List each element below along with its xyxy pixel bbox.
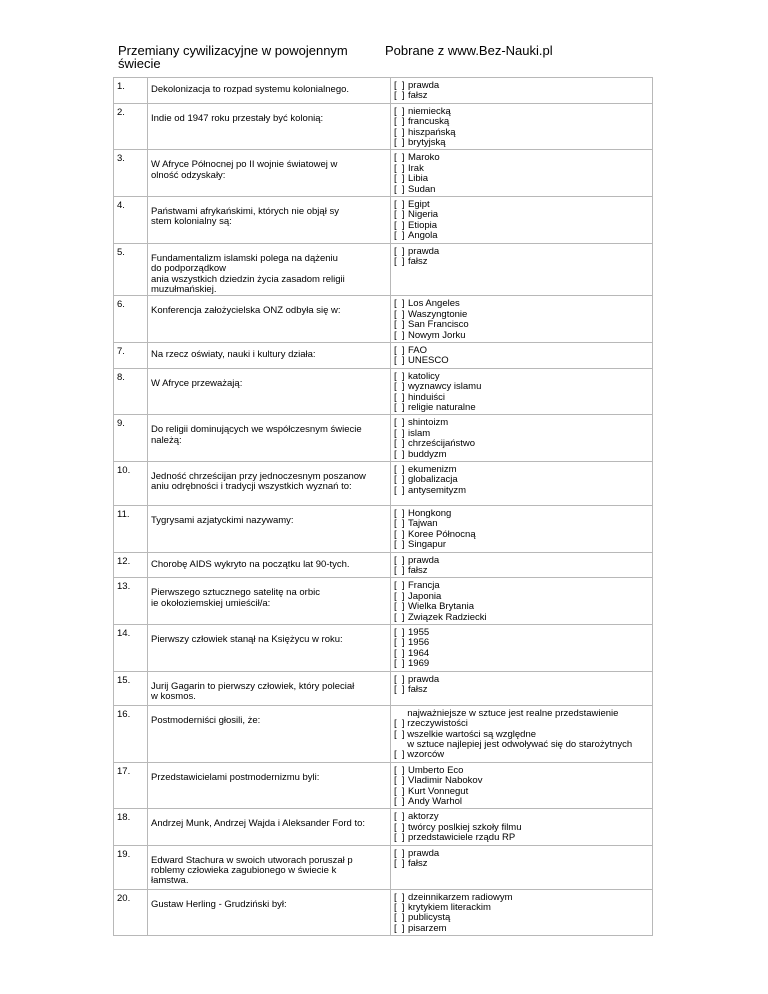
answer-label: islam	[408, 427, 431, 439]
document-source: Pobrane z www.Bez-Nauki.pl	[385, 43, 553, 58]
answer-options	[391, 462, 653, 506]
question-text: W Afryce przeważają:	[148, 368, 391, 415]
answer-checkbox[interactable]	[394, 859, 408, 869]
question-number: 18.	[114, 809, 148, 845]
answer-checkbox[interactable]	[394, 486, 408, 496]
answer-label: Etiopia	[408, 219, 438, 231]
question-row	[114, 578, 653, 625]
answer-checkbox[interactable]	[394, 185, 408, 195]
answer-label: ekumenizm	[408, 464, 457, 475]
answer-option[interactable]	[394, 797, 649, 807]
answer-label: religie naturalne	[408, 401, 476, 413]
answer-checkbox[interactable]	[394, 257, 408, 267]
answer-label: katolicy	[408, 370, 440, 382]
answer-option[interactable]	[394, 924, 649, 934]
answer-checkbox[interactable]	[394, 356, 408, 366]
answer-option[interactable]	[394, 649, 649, 659]
answer-checkbox[interactable]	[394, 138, 408, 148]
answer-label: aktorzy	[408, 811, 439, 823]
answer-option[interactable]	[394, 356, 649, 366]
question-row	[114, 243, 653, 296]
question-number: 17.	[114, 762, 148, 809]
answer-label: Nigeria	[408, 209, 439, 221]
question-text: Fundamentalizm islamski polega na dążeniu do podporządkow ania wszystkich dziedzin życia zasadom religii muzułmańskiej.	[148, 243, 391, 296]
answer-option[interactable]	[394, 659, 649, 669]
question-number: 4.	[114, 197, 148, 244]
answer-label: Związek Radziecki	[408, 611, 487, 623]
answer-option[interactable]	[394, 403, 649, 413]
answer-label: Umberto Eco	[408, 764, 464, 776]
question-row	[114, 809, 653, 845]
answer-label: FAO	[408, 344, 428, 356]
answer-checkbox[interactable]	[394, 718, 407, 729]
answer-option[interactable]	[394, 91, 649, 101]
answer-label: dzeinnikarzem radiowym	[408, 891, 513, 903]
answer-label: niemiecką	[408, 105, 451, 117]
question-text: Postmoderniści głosili, że:	[148, 705, 391, 762]
document-title: Przemiany cywilizacyjne w powojennym świecie	[118, 43, 348, 71]
answer-label: Hongkong	[408, 508, 452, 519]
answer-option[interactable]	[394, 675, 649, 685]
answer-label: przedstawiciele rządu RP	[408, 832, 516, 844]
question-row	[114, 845, 653, 889]
answer-checkbox[interactable]	[394, 382, 408, 392]
answer-label: Maroko	[408, 152, 440, 164]
answer-label: prawda	[408, 847, 440, 859]
answer-options	[391, 197, 653, 244]
answer-options	[391, 889, 653, 936]
question-row	[114, 78, 653, 104]
answer-options	[391, 671, 653, 705]
question-text: Gustaw Herling - Grudziński był:	[148, 889, 391, 936]
answer-option[interactable]	[394, 859, 649, 869]
answer-checkbox[interactable]	[394, 776, 408, 786]
document-header	[113, 44, 653, 72]
answer-label: 1969	[408, 658, 430, 670]
answer-checkbox[interactable]	[394, 685, 408, 695]
answer-option[interactable]	[394, 153, 649, 163]
question-text: W Afryce Północnej po II wojnie światowej w olność odzyskały:	[148, 150, 391, 197]
question-row	[114, 889, 653, 936]
answer-options	[391, 103, 653, 150]
answer-label: fałsz	[408, 565, 428, 577]
answer-label: brytyjską	[408, 137, 446, 149]
question-number: 19.	[114, 845, 148, 889]
answer-option[interactable]	[394, 418, 649, 428]
answer-label: fałsz	[408, 90, 428, 102]
answer-label: najważniejsze w sztuce jest realne przedstawienie rzeczywistości	[407, 707, 619, 730]
answer-option[interactable]	[394, 382, 649, 392]
answer-options	[391, 552, 653, 578]
answer-label: Sudan	[408, 183, 436, 195]
answer-label: 1955	[408, 627, 430, 639]
answer-label: Singapur	[408, 539, 447, 551]
answer-option[interactable]	[394, 556, 649, 566]
answer-option[interactable]	[394, 566, 649, 576]
answer-label: Nowym Jorku	[408, 329, 466, 341]
answer-label: antysemityzm	[408, 484, 467, 496]
answer-options	[391, 342, 653, 368]
answer-checkbox[interactable]	[394, 833, 408, 843]
answer-label: prawda	[408, 554, 440, 566]
answer-label: Vladimir Nabokov	[408, 775, 483, 787]
answer-checkbox[interactable]	[394, 729, 407, 740]
answer-options	[391, 243, 653, 296]
answer-checkbox[interactable]	[394, 403, 408, 413]
answer-label: twórcy poslkiej szkoły filmu	[408, 821, 522, 833]
answer-option[interactable]	[394, 247, 649, 257]
question-number: 14.	[114, 625, 148, 672]
answer-checkbox[interactable]	[394, 659, 408, 669]
answer-label: Kurt Vonnegut	[408, 785, 469, 797]
answer-checkbox[interactable]	[394, 231, 408, 241]
answer-options	[391, 506, 653, 553]
answer-options	[391, 415, 653, 462]
answer-option[interactable]	[394, 231, 649, 241]
answer-options	[391, 578, 653, 625]
question-number: 2.	[114, 103, 148, 150]
question-number: 10.	[114, 462, 148, 506]
answer-option[interactable]	[394, 638, 649, 648]
answer-label: wszelkie wartości są względne	[407, 728, 537, 740]
question-row	[114, 762, 653, 809]
question-row	[114, 197, 653, 244]
question-row	[114, 368, 653, 415]
question-row	[114, 296, 653, 343]
answer-label: Wielka Brytania	[408, 601, 474, 613]
question-number: 12.	[114, 552, 148, 578]
answer-label: pisarzem	[408, 922, 447, 934]
quiz-body	[114, 78, 653, 936]
answer-checkbox[interactable]	[394, 749, 407, 760]
answer-option[interactable]	[394, 164, 649, 174]
answer-option[interactable]	[394, 849, 649, 859]
question-row	[114, 671, 653, 705]
answer-checkbox[interactable]	[394, 320, 408, 330]
question-text: Na rzecz oświaty, nauki i kultury działa:	[148, 342, 391, 368]
question-number: 15.	[114, 671, 148, 705]
answer-label: publicystą	[408, 912, 451, 924]
answer-checkbox[interactable]	[394, 924, 408, 934]
answer-option[interactable]	[394, 450, 649, 460]
answer-options	[391, 809, 653, 845]
question-row	[114, 103, 653, 150]
answer-checkbox[interactable]	[394, 566, 408, 576]
question-row	[114, 705, 653, 762]
answer-options	[391, 845, 653, 889]
answer-option[interactable]	[394, 613, 649, 623]
answer-label: fałsz	[408, 684, 428, 696]
answer-label: globalizacja	[408, 474, 458, 486]
answer-label: w sztuce najlepiej jest odwoływać się do starożytnych wzorców	[407, 738, 633, 761]
answer-option[interactable]	[394, 740, 649, 761]
answer-option[interactable]	[394, 257, 649, 267]
question-text: Przedstawicielami postmodernizmu byli:	[148, 762, 391, 809]
answer-options	[391, 762, 653, 809]
question-text: Jurij Gagarin to pierwszy człowiek, który poleciał w kosmos.	[148, 671, 391, 705]
question-text: Dekolonizacja to rozpad systemu kolonialnego.	[148, 78, 391, 104]
answer-label: prawda	[408, 673, 440, 685]
answer-options	[391, 296, 653, 343]
answer-label: fałsz	[408, 256, 428, 268]
question-number: 16.	[114, 705, 148, 762]
question-number: 7.	[114, 342, 148, 368]
question-text: Andrzej Munk, Andrzej Wajda i Aleksander Ford to:	[148, 809, 391, 845]
question-number: 13.	[114, 578, 148, 625]
answer-option[interactable]	[394, 628, 649, 638]
answer-checkbox[interactable]	[394, 540, 408, 550]
answer-checkbox[interactable]	[394, 331, 408, 341]
answer-checkbox[interactable]	[394, 450, 408, 460]
question-number: 8.	[114, 368, 148, 415]
answer-options	[391, 150, 653, 197]
question-number: 11.	[114, 506, 148, 553]
answer-label: hiszpańską	[408, 126, 456, 138]
answer-label: Tajwan	[408, 518, 438, 530]
answer-option[interactable]	[394, 486, 649, 496]
answer-label: UNESCO	[408, 355, 449, 367]
answer-checkbox[interactable]	[394, 91, 408, 101]
answer-options	[391, 625, 653, 672]
answer-label: chrześcijaństwo	[408, 438, 476, 450]
question-number: 20.	[114, 889, 148, 936]
answer-options	[391, 368, 653, 415]
question-text: Chorobę AIDS wykryto na początku lat 90-tych.	[148, 552, 391, 578]
answer-label: hinduiści	[408, 391, 445, 403]
question-row	[114, 342, 653, 368]
question-row	[114, 415, 653, 462]
answer-label: 1964	[408, 647, 430, 659]
quiz-table	[113, 77, 653, 936]
question-text: Edward Stachura w swoich utworach poruszał p roblemy człowieka zagubionego w świecie k łamstwa.	[148, 845, 391, 889]
question-row	[114, 150, 653, 197]
answer-option[interactable]	[394, 320, 649, 330]
question-number: 9.	[114, 415, 148, 462]
answer-label: Irak	[408, 162, 424, 174]
answer-label: wyznawcy islamu	[408, 381, 482, 393]
answer-option[interactable]	[394, 776, 649, 786]
answer-label: buddyzm	[408, 448, 447, 460]
answer-option[interactable]	[394, 540, 649, 550]
answer-label: shintoizm	[408, 417, 449, 429]
question-text: Państwami afrykańskimi, których nie objął sy stem kolonialny są:	[148, 197, 391, 244]
question-text: Tygrysami azjatyckimi nazywamy:	[148, 506, 391, 553]
question-row	[114, 625, 653, 672]
question-number: 1.	[114, 78, 148, 104]
answer-option[interactable]	[394, 331, 649, 341]
question-text: Do religii dominujących we współczesnym świecie należą:	[148, 415, 391, 462]
answer-option[interactable]	[394, 138, 649, 148]
answer-label: prawda	[408, 245, 440, 257]
question-text: Jedność chrześcijan przy jednoczesnym poszanow aniu odrębności i tradycji wszystkich wyznań to:	[148, 462, 391, 506]
question-text: Indie od 1947 roku przestały być kolonią:	[148, 103, 391, 150]
question-row	[114, 552, 653, 578]
question-number: 6.	[114, 296, 148, 343]
answer-option[interactable]	[394, 833, 649, 843]
question-text: Pierwszy człowiek stanął na Księżycu w roku:	[148, 625, 391, 672]
answer-options	[391, 78, 653, 104]
answer-label: Andy Warhol	[408, 795, 463, 807]
answer-options	[391, 705, 653, 762]
answer-option[interactable]	[394, 185, 649, 195]
answer-label: San Francisco	[408, 319, 469, 331]
answer-option[interactable]	[394, 709, 649, 730]
question-number: 3.	[114, 150, 148, 197]
answer-label: Libia	[408, 173, 429, 185]
answer-label: prawda	[408, 80, 440, 91]
answer-label: 1956	[408, 637, 430, 649]
question-row	[114, 506, 653, 553]
answer-option[interactable]	[394, 685, 649, 695]
answer-label: francuską	[408, 116, 450, 128]
answer-label: krytykiem literackim	[408, 901, 491, 913]
question-text: Konferencja założycielska ONZ odbyła się w:	[148, 296, 391, 343]
question-row	[114, 462, 653, 506]
answer-label: Los Angeles	[408, 298, 460, 310]
answer-checkbox[interactable]	[394, 613, 408, 623]
answer-label: Japonia	[408, 590, 442, 602]
question-text: Pierwszego sztucznego satelitę na orbic ie okołoziemskiej umieścił/a:	[148, 578, 391, 625]
answer-label: Egipt	[408, 199, 430, 211]
answer-option[interactable]	[394, 81, 649, 91]
answer-label: Francja	[408, 580, 440, 592]
answer-checkbox[interactable]	[394, 797, 408, 807]
answer-label: Angola	[408, 230, 438, 242]
answer-label: Waszyngtonie	[408, 308, 468, 320]
answer-label: fałsz	[408, 857, 428, 869]
question-number: 5.	[114, 243, 148, 296]
answer-label: Koree Północną	[408, 528, 476, 540]
